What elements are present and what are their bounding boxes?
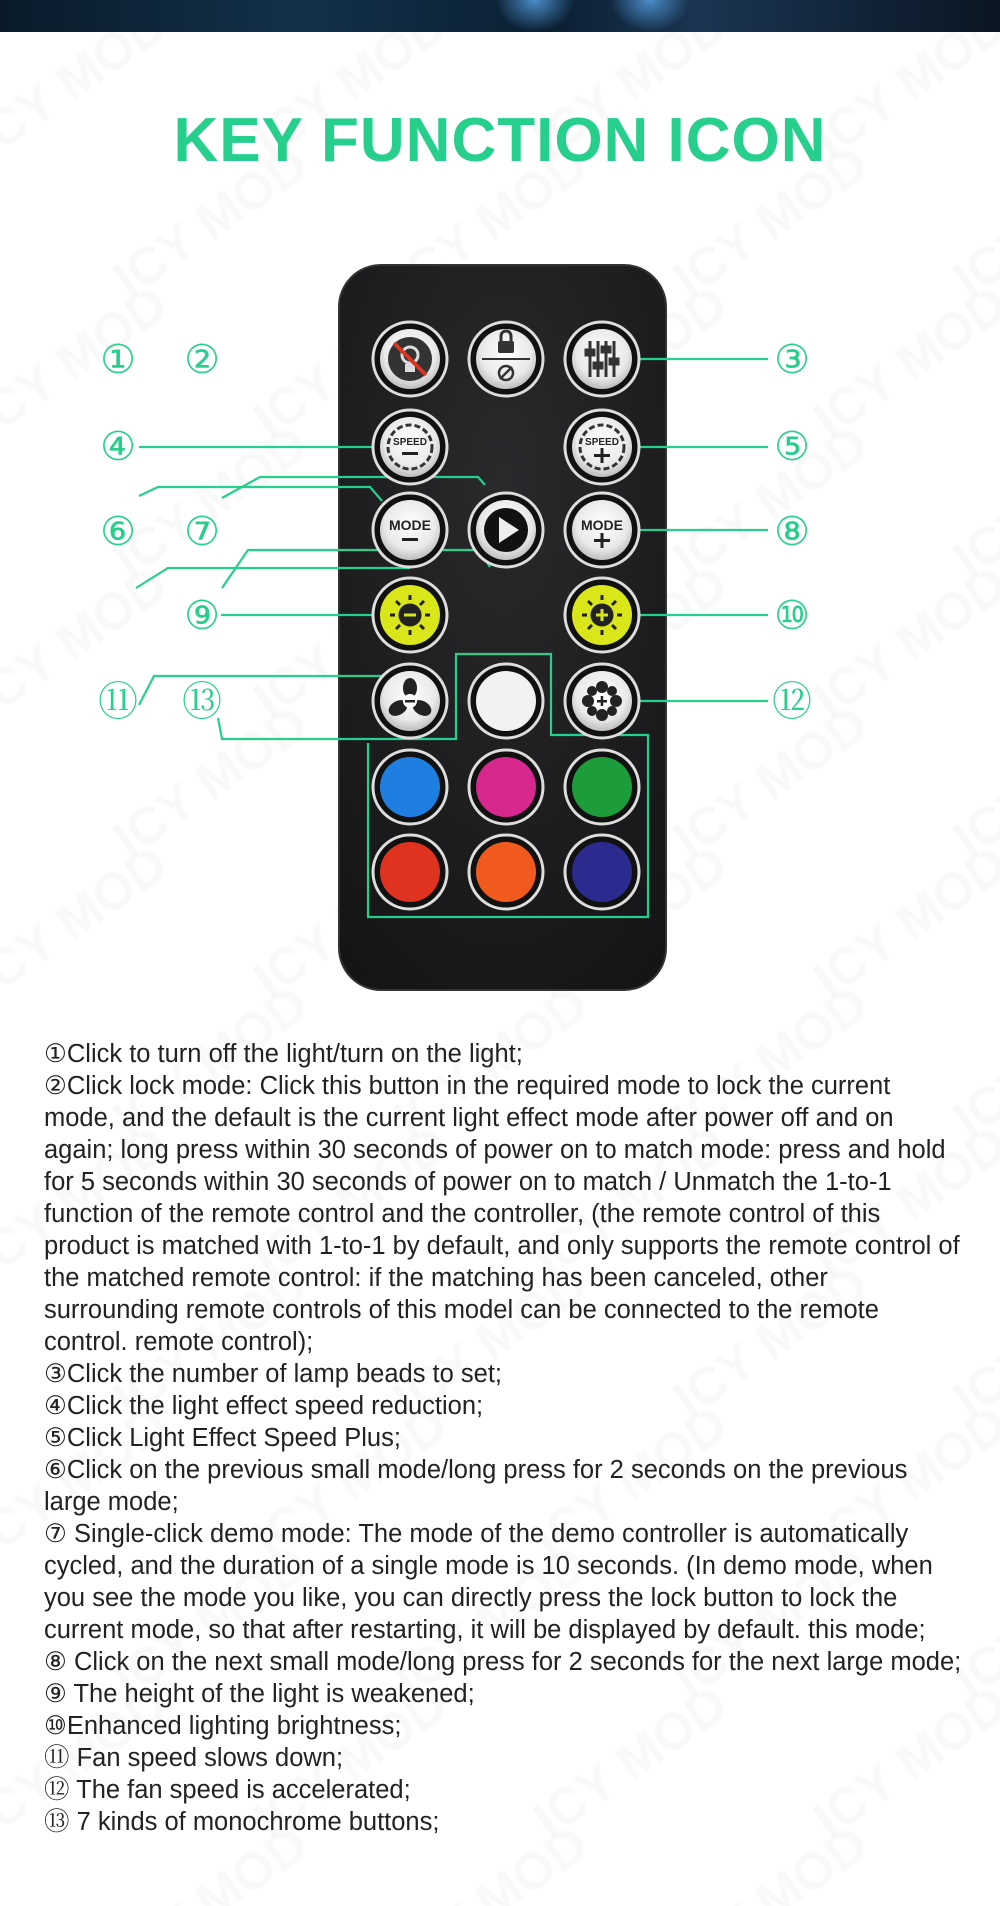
color-blue-button[interactable] — [373, 750, 447, 824]
color-swatch — [572, 842, 632, 902]
desc-item-6: ⑥Click on the previous small mode/long press for 2 seconds on the previous large mode; — [44, 1456, 908, 1516]
fan-slow-button[interactable] — [373, 664, 447, 738]
color-orange-button[interactable] — [469, 835, 543, 909]
desc-item-1: ①Click to turn off the light/turn on the light; — [44, 1040, 523, 1068]
color-green-button[interactable] — [565, 750, 639, 824]
desc-item-11: ⑪ Fan speed slows down; — [44, 1744, 344, 1772]
desc-item-3: ③Click the number of lamp beads to set; — [44, 1360, 502, 1388]
mode-minus-button[interactable] — [373, 493, 447, 567]
callout-5: ⑤ — [774, 424, 810, 470]
brightness-minus-button[interactable] — [373, 578, 447, 652]
speed-minus-label: SPEED — [393, 437, 427, 448]
desc-item-2: ②Click lock mode: Click this button in the required mode to lock the current mode, and the default is the current light effect mode after power off and on again; long press within 30 seconds of power on to match mode: press and hold for 5 seconds within 30 seconds of power on to match / Unmatch the 1-to-1 function of the remote control and the controller, (the remote control of this product is matched with 1-to-1 by default, and only supports the remote control of the matched remote control: if the matching has been canceled, other surrounding remote controls of this model can be connected to the remote control. remote control); — [44, 1072, 960, 1356]
color-swatch — [572, 757, 632, 817]
brightness-plus-button[interactable] — [565, 578, 639, 652]
color-swatch — [476, 842, 536, 902]
desc-item-7: ⑦ Single-click demo mode: The mode of the demo controller is automatically cycled, and the duration of a single mode is 10 seconds. (In demo mode, when you see the mode you like, you can directly press the lock button to lock the current mode, so that after restarting, it will be displayed by default. this mode; — [44, 1520, 933, 1644]
remote-diagram — [0, 255, 1000, 995]
desc-item-5: ⑤Click Light Effect Speed Plus; — [44, 1424, 401, 1452]
callout-8: ⑧ — [774, 509, 810, 555]
page-title: KEY FUNCTION ICON — [173, 106, 827, 175]
callout-4: ④ — [100, 424, 136, 470]
power-button[interactable] — [373, 322, 447, 396]
description-list — [44, 1038, 964, 1838]
callout-6: ⑥ — [100, 509, 136, 555]
color-magenta-button[interactable] — [469, 750, 543, 824]
lock-button[interactable] — [469, 322, 543, 396]
desc-item-8: ⑧ Click on the next small mode/long press for 2 seconds for the next large mode; — [44, 1648, 962, 1676]
fan-fast-button[interactable] — [565, 664, 639, 738]
lamp-beads-button[interactable] — [565, 322, 639, 396]
desc-item-9: ⑨ The height of the light is weakened; — [44, 1680, 475, 1708]
color-swatch — [380, 842, 440, 902]
callout-11: ⑪ — [98, 679, 138, 725]
color-white-button[interactable] — [469, 664, 543, 738]
callout-9: ⑨ — [184, 593, 220, 639]
speed-minus-button[interactable] — [373, 410, 447, 484]
color-indigo-button[interactable] — [565, 835, 639, 909]
speed-plus-button[interactable] — [565, 410, 639, 484]
callout-1: ① — [100, 337, 136, 383]
callout-7: ⑦ — [184, 509, 220, 555]
top-banner — [0, 0, 1000, 32]
mode-plus-button[interactable] — [565, 493, 639, 567]
color-red-button[interactable] — [373, 835, 447, 909]
callout-10: ⑩ — [774, 593, 810, 639]
desc-item-12: ⑫ The fan speed is accelerated; — [44, 1776, 411, 1804]
callout-12: ⑫ — [772, 679, 812, 725]
desc-item-13: ⑬ 7 kinds of monochrome buttons; — [44, 1808, 440, 1836]
speed-plus-label: SPEED — [585, 437, 619, 448]
minus-icon — [402, 452, 418, 455]
color-swatch — [476, 757, 536, 817]
mode-minus-label: MODE — [389, 517, 431, 533]
callout-3: ③ — [774, 337, 810, 383]
mode-plus-label: MODE — [581, 517, 623, 533]
callout-13: ⑬ — [182, 679, 222, 725]
color-swatch — [380, 757, 440, 817]
desc-item-4: ④Click the light effect speed reduction; — [44, 1392, 484, 1420]
color-swatch — [476, 671, 536, 731]
minus-icon — [402, 538, 418, 541]
demo-play-button[interactable] — [469, 493, 543, 567]
callout-2: ② — [184, 337, 220, 383]
light-off-icon — [388, 337, 432, 381]
desc-item-10: ⑩Enhanced lighting brightness; — [44, 1712, 402, 1740]
